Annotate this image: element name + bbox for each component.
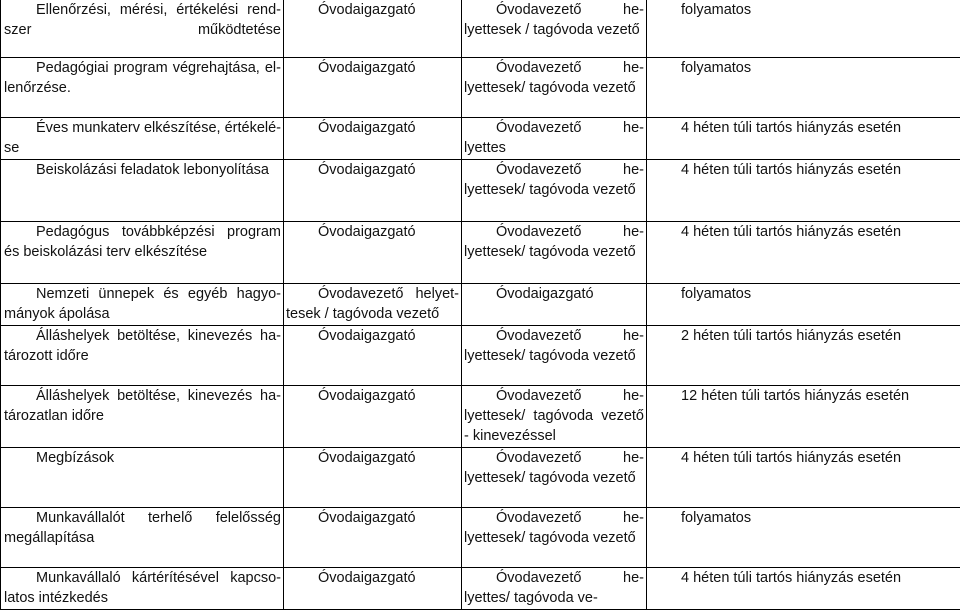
table-row xyxy=(1,448,960,508)
task-text: Pedagógiai program végrehajtása, el-lenőrzése. xyxy=(4,58,281,98)
task-text: Éves munkaterv elkészítése, értékelé-se xyxy=(4,118,281,158)
table-row xyxy=(1,568,960,610)
table-row xyxy=(1,284,960,326)
task-cell xyxy=(1,326,284,386)
responsible-cell xyxy=(284,508,462,568)
deputy-text: Óvodavezető he-lyettesek/ tagóvoda vezető xyxy=(464,508,644,548)
responsible-text: Óvodaigazgató xyxy=(286,222,459,242)
responsible-text: Óvodaigazgató xyxy=(286,386,459,406)
condition-cell xyxy=(647,448,960,508)
deputy-text: Óvodavezető he-lyettesek / tagóvoda vezető xyxy=(464,0,644,40)
condition-text: folyamatos xyxy=(649,58,958,78)
condition-text: 2 héten túli tartós hiányzás esetén xyxy=(649,326,958,346)
condition-cell xyxy=(647,284,960,326)
deputy-cell xyxy=(462,58,647,118)
deputy-text: Óvodavezető he-lyettes xyxy=(464,118,644,158)
responsible-cell xyxy=(284,448,462,508)
responsible-text: Óvodaigazgató xyxy=(286,160,459,180)
condition-text: 12 héten túli tartós hiányzás esetén xyxy=(649,386,958,406)
condition-text: folyamatos xyxy=(649,0,958,20)
condition-text: folyamatos xyxy=(649,284,958,304)
responsible-text: Óvodaigazgató xyxy=(286,326,459,346)
responsible-text: Óvodaigazgató xyxy=(286,508,459,528)
task-cell xyxy=(1,58,284,118)
condition-text: 4 héten túli tartós hiányzás esetén xyxy=(649,568,958,588)
task-cell xyxy=(1,0,284,58)
task-cell xyxy=(1,118,284,160)
responsible-cell xyxy=(284,568,462,610)
table-row xyxy=(1,160,960,222)
task-cell xyxy=(1,222,284,284)
table-row xyxy=(1,58,960,118)
condition-cell xyxy=(647,0,960,58)
table-row xyxy=(1,508,960,568)
condition-text: 4 héten túli tartós hiányzás esetén xyxy=(649,118,958,138)
task-text: Beiskolázási feladatok lebonyolítása xyxy=(4,160,281,180)
condition-cell xyxy=(647,386,960,448)
deputy-text: Óvodavezető he-lyettesek/ tagóvoda vezető xyxy=(464,448,644,488)
task-text: Munkavállalót terhelő felelősség megállapítása xyxy=(4,508,281,548)
responsible-cell xyxy=(284,284,462,326)
deputy-text: Óvodavezető he-lyettes/ tagóvoda ve- xyxy=(464,568,644,608)
task-text: Pedagógus továbbképzési program és beiskolázási terv elkészítése xyxy=(4,222,281,262)
condition-text: 4 héten túli tartós hiányzás esetén xyxy=(649,448,958,468)
condition-cell xyxy=(647,160,960,222)
deputy-text: Óvodavezető he-lyettesek/ tagóvoda vezető xyxy=(464,160,644,200)
task-text: Álláshelyek betöltése, kinevezés ha-tározatlan időre xyxy=(4,386,281,426)
responsible-cell xyxy=(284,326,462,386)
deputy-text: Óvodavezető he-lyettesek/ tagóvoda vezető xyxy=(464,222,644,262)
responsible-text: Óvodaigazgató xyxy=(286,0,459,20)
deputy-cell xyxy=(462,326,647,386)
deputy-text: Óvodavezető he-lyettesek/ tagóvoda vezető xyxy=(464,326,644,366)
table-row xyxy=(1,222,960,284)
condition-cell xyxy=(647,58,960,118)
deputy-cell xyxy=(462,222,647,284)
condition-cell xyxy=(647,222,960,284)
deputy-cell xyxy=(462,508,647,568)
responsible-cell xyxy=(284,386,462,448)
task-cell xyxy=(1,160,284,222)
task-cell xyxy=(1,448,284,508)
responsible-cell xyxy=(284,58,462,118)
responsible-cell xyxy=(284,0,462,58)
task-text: Megbízások xyxy=(4,448,281,468)
task-cell xyxy=(1,568,284,610)
responsible-text: Óvodaigazgató xyxy=(286,118,459,138)
deputy-cell xyxy=(462,568,647,610)
condition-text: 4 héten túli tartós hiányzás esetén xyxy=(649,160,958,180)
condition-cell xyxy=(647,508,960,568)
condition-cell xyxy=(647,568,960,610)
responsible-text: Óvodaigazgató xyxy=(286,448,459,468)
condition-cell xyxy=(647,118,960,160)
deputy-cell xyxy=(462,448,647,508)
responsible-text: Óvodaigazgató xyxy=(286,58,459,78)
table-row xyxy=(1,386,960,448)
responsible-text: Óvodaigazgató xyxy=(286,568,459,588)
task-cell xyxy=(1,386,284,448)
task-text: Álláshelyek betöltése, kinevezés ha-tározott időre xyxy=(4,326,281,366)
task-cell xyxy=(1,508,284,568)
table-row xyxy=(1,0,960,58)
task-text: Ellenőrzési, mérési, értékelési rend-szer működtetése xyxy=(4,0,281,40)
task-cell xyxy=(1,284,284,326)
deputy-cell xyxy=(462,386,647,448)
task-text: Nemzeti ünnepek és egyéb hagyo-mányok ápolása xyxy=(4,284,281,324)
deputy-cell xyxy=(462,284,647,326)
deputy-cell xyxy=(462,160,647,222)
table-row xyxy=(1,326,960,386)
condition-text: 4 héten túli tartós hiányzás esetén xyxy=(649,222,958,242)
responsible-cell xyxy=(284,222,462,284)
task-text: Munkavállaló kártérítésével kapcso-latos intézkedés xyxy=(4,568,281,608)
responsible-cell xyxy=(284,118,462,160)
condition-cell xyxy=(647,326,960,386)
deputy-cell xyxy=(462,118,647,160)
deputy-text: Óvodavezető he-lyettesek/ tagóvoda vezető xyxy=(464,58,644,98)
responsible-text: Óvodavezető helyet-tesek / tagóvoda vezető xyxy=(286,284,459,324)
responsible-cell xyxy=(284,160,462,222)
condition-text: folyamatos xyxy=(649,508,958,528)
table-row xyxy=(1,118,960,160)
deputy-cell xyxy=(462,0,647,58)
deputy-text: Óvodavezető he-lyettesek/ tagóvoda vezető - kinevezéssel xyxy=(464,386,644,446)
deputy-text: Óvodaigazgató xyxy=(464,284,644,304)
